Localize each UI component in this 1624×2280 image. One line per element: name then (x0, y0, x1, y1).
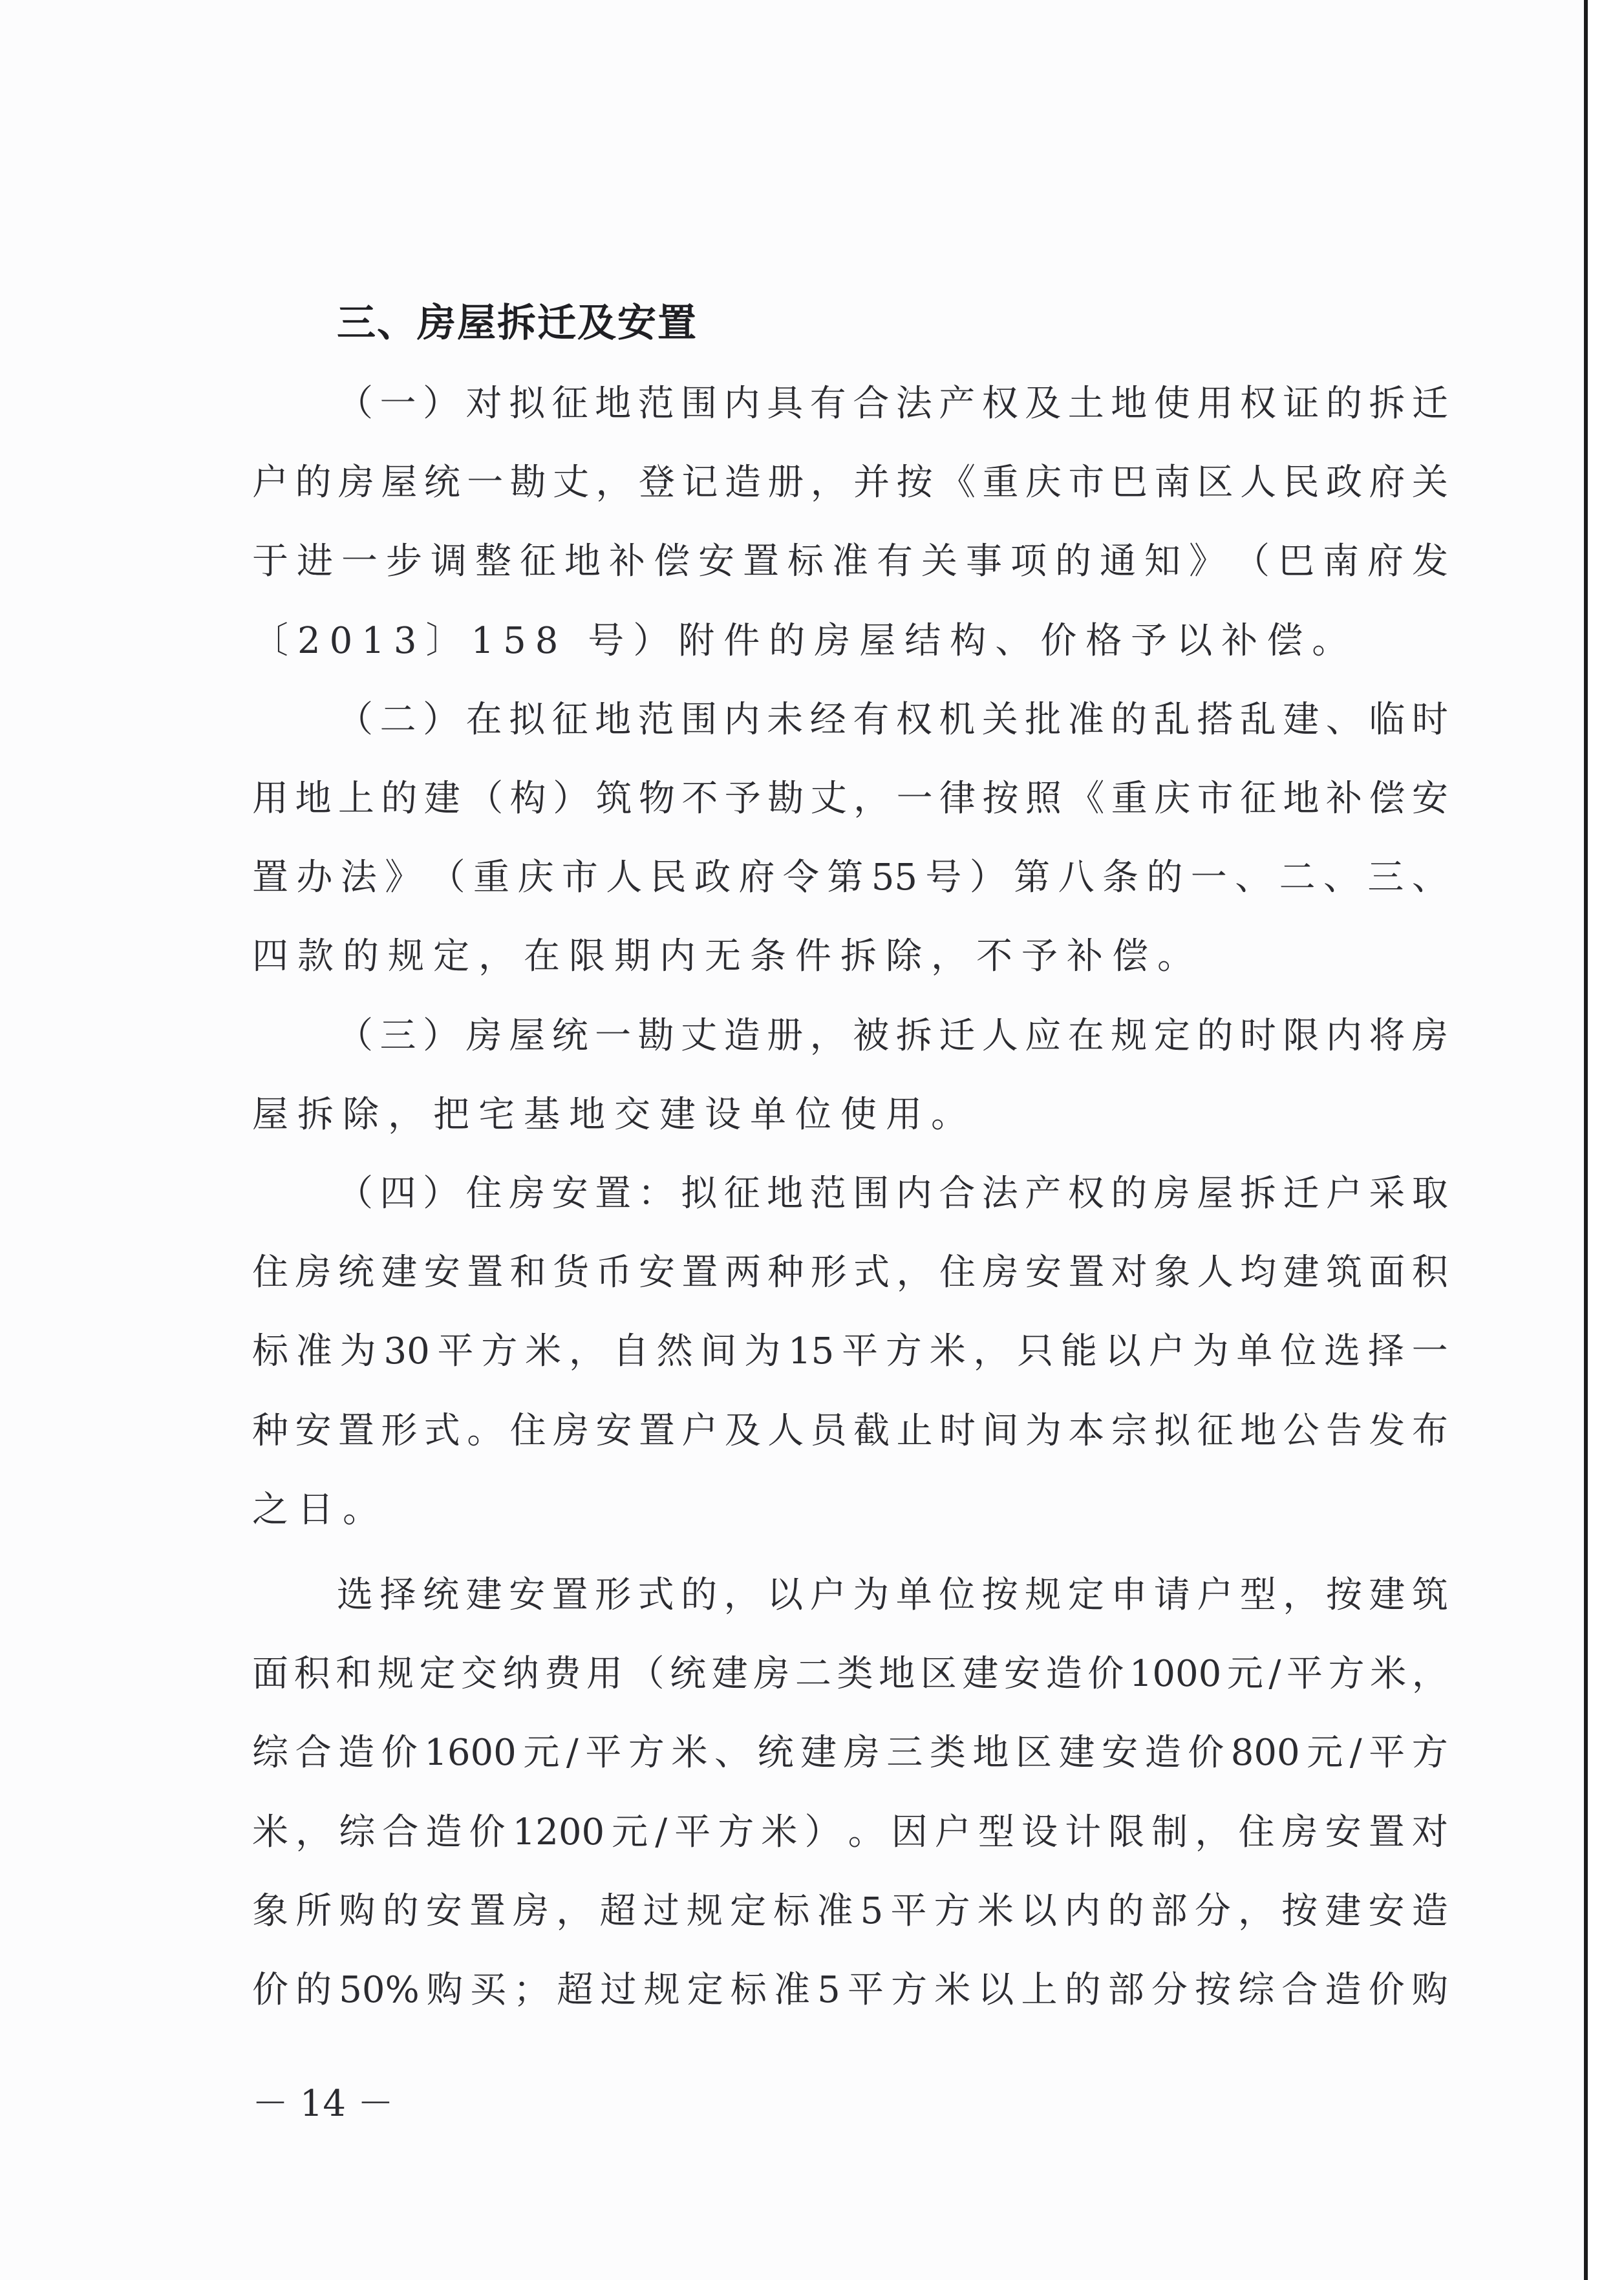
page-number: － 14 － (252, 2083, 394, 2125)
body-line: 象 所 购 的 安 置 房 ， 超 过 规 定 标 准 5 平 方 米 以 内 的 部 分 ， 按 建 安 造 (252, 1890, 1448, 1932)
body-line: （ 四 ） 住 房 安 置 ： 拟 征 地 范 围 内 合 法 产 权 的 房 屋 拆 迁 户 采 取 (337, 1173, 1448, 1215)
body-line: 于 进 一 步 调 整 征 地 补 偿 安 置 标 准 有 关 事 项 的 通 知 》 （ 巴 南 府 发 (252, 540, 1448, 582)
body-line: 置 办 法 》 （ 重 庆 市 人 民 政 府 令 第 55 号 ） 第 八 条 的 一 、 二 、 三 、 (252, 857, 1448, 899)
body-line: 住 房 统 建 安 置 和 货 币 安 置 两 种 形 式 ， 住 房 安 置 对 象 人 均 建 筑 面 积 (252, 1252, 1448, 1294)
section-heading: 三、房屋拆迁及安置 (337, 301, 698, 346)
body-line: 选 择 统 建 安 置 形 式 的 ， 以 户 为 单 位 按 规 定 申 请 户 型 ， 按 建 筑 (337, 1574, 1448, 1616)
body-line: 〔2013〕158 号）附件的房屋结构、价格予以补偿。 (252, 620, 1358, 662)
body-line: 综 合 造 价 1600 元 / 平 方 米 、 统 建 房 三 类 地 区 建 安 造 价 800 元 / 平 方 (252, 1732, 1448, 1774)
body-line: （ 三 ） 房 屋 统 一 勘 丈 造 册 ， 被 拆 迁 人 应 在 规 定 的 时 限 内 将 房 (337, 1015, 1448, 1057)
body-line: 种 安 置 形 式 。 住 房 安 置 户 及 人 员 截 止 时 间 为 本 宗 拟 征 地 公 告 发 布 (252, 1410, 1448, 1452)
body-line: 价 的 50% 购 买 ； 超 过 规 定 标 准 5 平 方 米 以 上 的 部 分 按 综 合 造 价 购 (252, 1969, 1448, 2011)
body-line: 用 地 上 的 建 （ 构 ） 筑 物 不 予 勘 丈 ， 一 律 按 照 《 重 庆 市 征 地 补 偿 安 (252, 778, 1448, 820)
body-line: （ 一 ） 对 拟 征 地 范 围 内 具 有 合 法 产 权 及 土 地 使 用 权 证 的 拆 迁 (337, 383, 1448, 425)
body-line: （ 二 ） 在 拟 征 地 范 围 内 未 经 有 权 机 关 批 准 的 乱 搭 乱 建 、 临 时 (337, 699, 1448, 741)
body-line: 米 ， 综 合 造 价 1200 元 / 平 方 米 ） 。 因 户 型 设 计 限 制 ， 住 房 安 置 对 (252, 1811, 1448, 1853)
body-line: 面 积 和 规 定 交 纳 费 用 （ 统 建 房 二 类 地 区 建 安 造 价 1000 元 / 平 方 米 ， (252, 1653, 1448, 1695)
body-line: 四款的规定，在限期内无条件拆除，不予补偿。 (252, 935, 1202, 977)
scan-edge (1584, 0, 1624, 2280)
body-line: 之日。 (252, 1489, 388, 1531)
body-line: 户 的 房 屋 统 一 勘 丈 ， 登 记 造 册 ， 并 按 《 重 庆 市 巴 南 区 人 民 政 府 关 (252, 462, 1448, 504)
body-line: 屋拆除，把宅基地交建设单位使用。 (252, 1094, 976, 1136)
body-line: 标 准 为 30 平 方 米 ， 自 然 间 为 15 平 方 米 ， 只 能 以 户 为 单 位 选 择 一 (252, 1330, 1448, 1372)
